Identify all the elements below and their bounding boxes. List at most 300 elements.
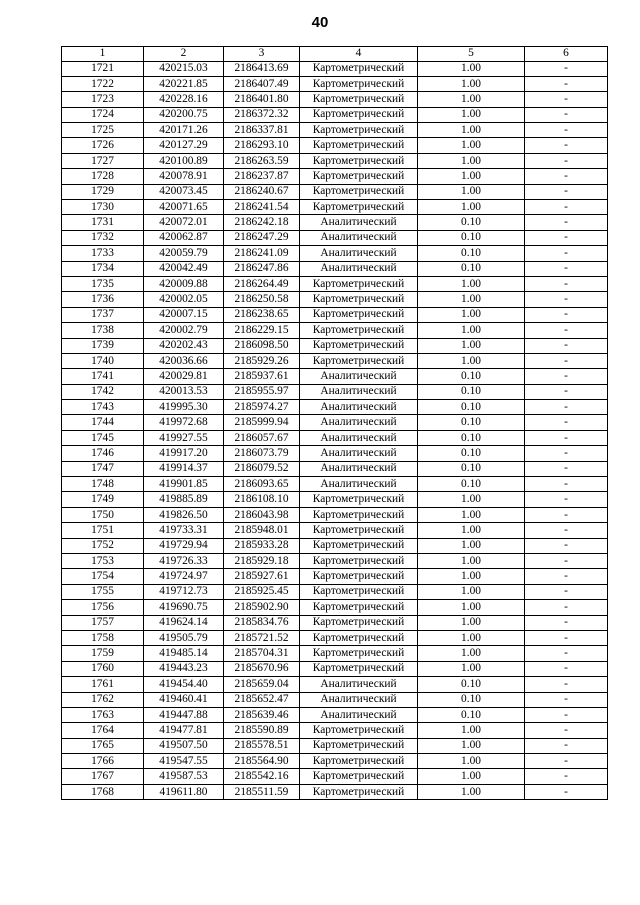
table-cell: 420200.75 bbox=[144, 107, 224, 122]
table-cell: 1723 bbox=[62, 92, 144, 107]
table-cell: 2186238.65 bbox=[224, 307, 300, 322]
table-cell: 1.00 bbox=[418, 338, 525, 353]
table-cell: 420042.49 bbox=[144, 261, 224, 276]
table-row bbox=[62, 123, 608, 138]
table-cell: Картометрический bbox=[300, 723, 418, 738]
table-cell: 420013.53 bbox=[144, 384, 224, 399]
table-cell: - bbox=[525, 292, 608, 307]
table-cell: - bbox=[525, 630, 608, 645]
table-cell: 1763 bbox=[62, 707, 144, 722]
table-cell: 1766 bbox=[62, 754, 144, 769]
table-cell: - bbox=[525, 138, 608, 153]
table-row bbox=[62, 784, 608, 799]
table-row bbox=[62, 61, 608, 76]
table-cell: - bbox=[525, 600, 608, 615]
table-header-row bbox=[62, 47, 608, 62]
table-cell: - bbox=[525, 92, 608, 107]
table-cell: - bbox=[525, 353, 608, 368]
table-cell: Картометрический bbox=[300, 61, 418, 76]
table-row bbox=[62, 261, 608, 276]
table-cell: Картометрический bbox=[300, 538, 418, 553]
table-row bbox=[62, 461, 608, 476]
table-cell: 420073.45 bbox=[144, 184, 224, 199]
table-cell: Картометрический bbox=[300, 353, 418, 368]
table-cell: - bbox=[525, 215, 608, 230]
table-row bbox=[62, 76, 608, 91]
table-cell: 420127.29 bbox=[144, 138, 224, 153]
table-cell: 1757 bbox=[62, 615, 144, 630]
table-cell: 420215.03 bbox=[144, 61, 224, 76]
table-cell: 2185937.61 bbox=[224, 369, 300, 384]
table-cell: 2186263.59 bbox=[224, 153, 300, 168]
table-cell: - bbox=[525, 769, 608, 784]
table-cell: Картометрический bbox=[300, 523, 418, 538]
table-row bbox=[62, 723, 608, 738]
table-cell: 420071.65 bbox=[144, 200, 224, 215]
table-row bbox=[62, 707, 608, 722]
table-cell: 1.00 bbox=[418, 784, 525, 799]
table-row bbox=[62, 384, 608, 399]
table-cell: 1755 bbox=[62, 584, 144, 599]
table-row bbox=[62, 353, 608, 368]
table-cell: 420036.66 bbox=[144, 353, 224, 368]
table-cell: Картометрический bbox=[300, 123, 418, 138]
table-row bbox=[62, 492, 608, 507]
table-cell: - bbox=[525, 707, 608, 722]
table-cell: 0.10 bbox=[418, 430, 525, 445]
table-row bbox=[62, 569, 608, 584]
table-cell: - bbox=[525, 754, 608, 769]
table-cell: 2185659.04 bbox=[224, 677, 300, 692]
column-header: 3 bbox=[224, 47, 300, 62]
table-cell: - bbox=[525, 76, 608, 91]
table-cell: - bbox=[525, 692, 608, 707]
column-header: 1 bbox=[62, 47, 144, 62]
table-cell: - bbox=[525, 323, 608, 338]
table-cell: 420029.81 bbox=[144, 369, 224, 384]
table-cell: 2185929.18 bbox=[224, 554, 300, 569]
table-cell: Картометрический bbox=[300, 107, 418, 122]
table-cell: - bbox=[525, 107, 608, 122]
table-cell: 2186264.49 bbox=[224, 276, 300, 291]
table-cell: 1.00 bbox=[418, 353, 525, 368]
table-cell: 1.00 bbox=[418, 92, 525, 107]
table-cell: 1767 bbox=[62, 769, 144, 784]
table-cell: 0.10 bbox=[418, 707, 525, 722]
table-cell: 420009.88 bbox=[144, 276, 224, 291]
table-cell: 419712.73 bbox=[144, 584, 224, 599]
table-cell: 2186413.69 bbox=[224, 61, 300, 76]
table-cell: - bbox=[525, 261, 608, 276]
table-cell: 1746 bbox=[62, 446, 144, 461]
table-cell: 1732 bbox=[62, 230, 144, 245]
table-cell: 0.10 bbox=[418, 400, 525, 415]
table-cell: 1751 bbox=[62, 523, 144, 538]
table-row bbox=[62, 246, 608, 261]
table-cell: 1754 bbox=[62, 569, 144, 584]
table-cell: 1753 bbox=[62, 554, 144, 569]
table-row bbox=[62, 615, 608, 630]
table-cell: Картометрический bbox=[300, 307, 418, 322]
table-cell: 0.10 bbox=[418, 261, 525, 276]
table-cell: 419507.50 bbox=[144, 738, 224, 753]
table-cell: - bbox=[525, 307, 608, 322]
table-cell: 2185974.27 bbox=[224, 400, 300, 415]
table-cell: Аналитический bbox=[300, 215, 418, 230]
table-cell: 420171.26 bbox=[144, 123, 224, 138]
table-cell: Картометрический bbox=[300, 584, 418, 599]
table-cell: 1762 bbox=[62, 692, 144, 707]
table-row bbox=[62, 200, 608, 215]
table-row bbox=[62, 400, 608, 415]
table-cell: 1.00 bbox=[418, 754, 525, 769]
table-row bbox=[62, 323, 608, 338]
table-cell: - bbox=[525, 723, 608, 738]
table-cell: - bbox=[525, 615, 608, 630]
table-row bbox=[62, 276, 608, 291]
table-cell: 1.00 bbox=[418, 123, 525, 138]
table-row bbox=[62, 292, 608, 307]
table-cell: - bbox=[525, 554, 608, 569]
table-cell: 0.10 bbox=[418, 692, 525, 707]
table-cell: 1.00 bbox=[418, 738, 525, 753]
table-cell: 1735 bbox=[62, 276, 144, 291]
table-cell: 1738 bbox=[62, 323, 144, 338]
table-cell: 0.10 bbox=[418, 415, 525, 430]
table-cell: 1752 bbox=[62, 538, 144, 553]
table-cell: 2186057.67 bbox=[224, 430, 300, 445]
table-cell: 1.00 bbox=[418, 76, 525, 91]
table-cell: 2186293.10 bbox=[224, 138, 300, 153]
table-cell: 2185948.01 bbox=[224, 523, 300, 538]
table-cell: 2186240.67 bbox=[224, 184, 300, 199]
table-cell: - bbox=[525, 507, 608, 522]
table-cell: 1.00 bbox=[418, 492, 525, 507]
table-cell: 1747 bbox=[62, 461, 144, 476]
table-cell: 1764 bbox=[62, 723, 144, 738]
table-cell: 1725 bbox=[62, 123, 144, 138]
table-cell: 1728 bbox=[62, 169, 144, 184]
table-cell: 0.10 bbox=[418, 461, 525, 476]
table-cell: 1740 bbox=[62, 353, 144, 368]
table-cell: - bbox=[525, 523, 608, 538]
table-cell: 419611.80 bbox=[144, 784, 224, 799]
column-header: 4 bbox=[300, 47, 418, 62]
table-row bbox=[62, 169, 608, 184]
table-cell: 2185542.16 bbox=[224, 769, 300, 784]
table-row bbox=[62, 523, 608, 538]
table-cell: 1758 bbox=[62, 630, 144, 645]
table-cell: Аналитический bbox=[300, 446, 418, 461]
table-cell: 1760 bbox=[62, 661, 144, 676]
table-cell: - bbox=[525, 415, 608, 430]
table-cell: 0.10 bbox=[418, 384, 525, 399]
table-cell: 2185564.90 bbox=[224, 754, 300, 769]
table-cell: Картометрический bbox=[300, 646, 418, 661]
table-cell: Картометрический bbox=[300, 138, 418, 153]
table-cell: 2186242.18 bbox=[224, 215, 300, 230]
table-cell: Аналитический bbox=[300, 477, 418, 492]
table-cell: 1756 bbox=[62, 600, 144, 615]
table-row bbox=[62, 338, 608, 353]
table-cell: 1737 bbox=[62, 307, 144, 322]
table-cell: Аналитический bbox=[300, 677, 418, 692]
table-cell: 419901.85 bbox=[144, 477, 224, 492]
table-row bbox=[62, 430, 608, 445]
table-row bbox=[62, 538, 608, 553]
table-cell: 1750 bbox=[62, 507, 144, 522]
table-cell: 1.00 bbox=[418, 584, 525, 599]
table-cell: - bbox=[525, 430, 608, 445]
table-cell: Аналитический bbox=[300, 461, 418, 476]
table-cell: Аналитический bbox=[300, 692, 418, 707]
table-row bbox=[62, 92, 608, 107]
table-cell: - bbox=[525, 477, 608, 492]
table-cell: 419690.75 bbox=[144, 600, 224, 615]
table-cell: 419454.40 bbox=[144, 677, 224, 692]
table-cell: - bbox=[525, 61, 608, 76]
table-cell: 420072.01 bbox=[144, 215, 224, 230]
table-cell: 1729 bbox=[62, 184, 144, 199]
table-cell: 1733 bbox=[62, 246, 144, 261]
table-cell: - bbox=[525, 153, 608, 168]
table-row bbox=[62, 646, 608, 661]
table-row bbox=[62, 769, 608, 784]
table-cell: 1759 bbox=[62, 646, 144, 661]
table-cell: 2185578.51 bbox=[224, 738, 300, 753]
table-cell: Картометрический bbox=[300, 507, 418, 522]
table-cell: - bbox=[525, 123, 608, 138]
table-cell: 2186247.86 bbox=[224, 261, 300, 276]
table-cell: 2185999.94 bbox=[224, 415, 300, 430]
table-cell: Аналитический bbox=[300, 261, 418, 276]
table-cell: 1.00 bbox=[418, 523, 525, 538]
table-cell: 2185902.90 bbox=[224, 600, 300, 615]
table-cell: 2185670.96 bbox=[224, 661, 300, 676]
table-cell: - bbox=[525, 784, 608, 799]
table-cell: 419505.79 bbox=[144, 630, 224, 645]
table-cell: 1726 bbox=[62, 138, 144, 153]
table-cell: 1.00 bbox=[418, 507, 525, 522]
table-row bbox=[62, 661, 608, 676]
table-cell: - bbox=[525, 569, 608, 584]
table-cell: 1724 bbox=[62, 107, 144, 122]
table-cell: Картометрический bbox=[300, 630, 418, 645]
table-cell: - bbox=[525, 184, 608, 199]
table-cell: 420202.43 bbox=[144, 338, 224, 353]
table-cell: 0.10 bbox=[418, 477, 525, 492]
table-cell: Картометрический bbox=[300, 554, 418, 569]
table-cell: 2186237.87 bbox=[224, 169, 300, 184]
table-cell: 1736 bbox=[62, 292, 144, 307]
table-cell: 419624.14 bbox=[144, 615, 224, 630]
table-cell: - bbox=[525, 338, 608, 353]
table-row bbox=[62, 107, 608, 122]
table-cell: 2185721.52 bbox=[224, 630, 300, 645]
table-cell: Аналитический bbox=[300, 430, 418, 445]
table-cell: 2186079.52 bbox=[224, 461, 300, 476]
table-cell: 419485.14 bbox=[144, 646, 224, 661]
table-cell: 419547.55 bbox=[144, 754, 224, 769]
table-row bbox=[62, 215, 608, 230]
table-cell: - bbox=[525, 461, 608, 476]
table-cell: 1.00 bbox=[418, 307, 525, 322]
table-cell: 2185652.47 bbox=[224, 692, 300, 707]
table-cell: 2185933.28 bbox=[224, 538, 300, 553]
table-cell: - bbox=[525, 661, 608, 676]
table-cell: 1.00 bbox=[418, 554, 525, 569]
table-row bbox=[62, 600, 608, 615]
table-cell: 2185929.26 bbox=[224, 353, 300, 368]
table-cell: 0.10 bbox=[418, 369, 525, 384]
table-cell: 1.00 bbox=[418, 169, 525, 184]
coordinates-table bbox=[61, 46, 608, 800]
table-cell: 1721 bbox=[62, 61, 144, 76]
table-cell: 1730 bbox=[62, 200, 144, 215]
table-cell: Картометрический bbox=[300, 92, 418, 107]
table-cell: 0.10 bbox=[418, 446, 525, 461]
table-cell: 1.00 bbox=[418, 138, 525, 153]
table-cell: 2185639.46 bbox=[224, 707, 300, 722]
table-cell: 1727 bbox=[62, 153, 144, 168]
table-cell: 2185955.97 bbox=[224, 384, 300, 399]
table-row bbox=[62, 692, 608, 707]
table-cell: Картометрический bbox=[300, 276, 418, 291]
table-row bbox=[62, 369, 608, 384]
table-cell: 2185511.59 bbox=[224, 784, 300, 799]
table-cell: 419917.20 bbox=[144, 446, 224, 461]
page-number: 40 bbox=[311, 14, 329, 31]
table-cell: 1742 bbox=[62, 384, 144, 399]
table-cell: - bbox=[525, 492, 608, 507]
table-cell: 420100.89 bbox=[144, 153, 224, 168]
table-cell: Аналитический bbox=[300, 230, 418, 245]
table-cell: - bbox=[525, 738, 608, 753]
table-cell: 2186043.98 bbox=[224, 507, 300, 522]
table-cell: Картометрический bbox=[300, 615, 418, 630]
table-cell: 2185834.76 bbox=[224, 615, 300, 630]
table-row bbox=[62, 415, 608, 430]
table-cell: - bbox=[525, 369, 608, 384]
table-cell: - bbox=[525, 538, 608, 553]
table-cell: 420221.85 bbox=[144, 76, 224, 91]
table-cell: Аналитический bbox=[300, 400, 418, 415]
table-cell: Картометрический bbox=[300, 769, 418, 784]
table-cell: Картометрический bbox=[300, 200, 418, 215]
table-cell: 1761 bbox=[62, 677, 144, 692]
table-row bbox=[62, 507, 608, 522]
table-cell: 2185704.31 bbox=[224, 646, 300, 661]
table-cell: 419885.89 bbox=[144, 492, 224, 507]
table-cell: Картометрический bbox=[300, 738, 418, 753]
table-cell: 2186247.29 bbox=[224, 230, 300, 245]
table-cell: 419587.53 bbox=[144, 769, 224, 784]
table-cell: Аналитический bbox=[300, 384, 418, 399]
table-cell: Картометрический bbox=[300, 338, 418, 353]
table-cell: 420228.16 bbox=[144, 92, 224, 107]
table-cell: 2186229.15 bbox=[224, 323, 300, 338]
table-cell: 2185590.89 bbox=[224, 723, 300, 738]
table-cell: - bbox=[525, 677, 608, 692]
table-row bbox=[62, 477, 608, 492]
table-row bbox=[62, 554, 608, 569]
table-body bbox=[62, 61, 608, 800]
table-cell: Аналитический bbox=[300, 415, 418, 430]
table-cell: 1744 bbox=[62, 415, 144, 430]
table-cell: 419443.23 bbox=[144, 661, 224, 676]
table-cell: 1.00 bbox=[418, 61, 525, 76]
table-cell: 2185925.45 bbox=[224, 584, 300, 599]
table-cell: 1745 bbox=[62, 430, 144, 445]
table-cell: 419724.97 bbox=[144, 569, 224, 584]
table-cell: Картометрический bbox=[300, 754, 418, 769]
table-cell: 420062.87 bbox=[144, 230, 224, 245]
table-cell: 2186073.79 bbox=[224, 446, 300, 461]
table-cell: 1.00 bbox=[418, 646, 525, 661]
table-cell: 2186108.10 bbox=[224, 492, 300, 507]
table-cell: - bbox=[525, 230, 608, 245]
table-cell: 1765 bbox=[62, 738, 144, 753]
table-cell: 419972.68 bbox=[144, 415, 224, 430]
table-cell: 1743 bbox=[62, 400, 144, 415]
table-cell: Картометрический bbox=[300, 292, 418, 307]
table-cell: 2186407.49 bbox=[224, 76, 300, 91]
table-cell: - bbox=[525, 446, 608, 461]
table-cell: 0.10 bbox=[418, 677, 525, 692]
table-cell: 1.00 bbox=[418, 200, 525, 215]
table-cell: 419729.94 bbox=[144, 538, 224, 553]
table-cell: - bbox=[525, 246, 608, 261]
table-cell: 1.00 bbox=[418, 292, 525, 307]
table-cell: 1.00 bbox=[418, 323, 525, 338]
table-cell: 2186241.09 bbox=[224, 246, 300, 261]
table-cell: 419995.30 bbox=[144, 400, 224, 415]
table-cell: 0.10 bbox=[418, 246, 525, 261]
table-cell: 0.10 bbox=[418, 215, 525, 230]
table-row bbox=[62, 307, 608, 322]
table-cell: 420078.91 bbox=[144, 169, 224, 184]
table-cell: Картометрический bbox=[300, 76, 418, 91]
table-row bbox=[62, 230, 608, 245]
table-cell: Картометрический bbox=[300, 184, 418, 199]
table-cell: 419477.81 bbox=[144, 723, 224, 738]
table-cell: - bbox=[525, 276, 608, 291]
table-cell: Аналитический bbox=[300, 707, 418, 722]
table-cell: 2186372.32 bbox=[224, 107, 300, 122]
table-row bbox=[62, 184, 608, 199]
table-cell: Картометрический bbox=[300, 323, 418, 338]
table-cell: 1731 bbox=[62, 215, 144, 230]
table-cell: - bbox=[525, 584, 608, 599]
table-cell: 1768 bbox=[62, 784, 144, 799]
table-cell: 1.00 bbox=[418, 615, 525, 630]
table-cell: - bbox=[525, 200, 608, 215]
table-cell: 1.00 bbox=[418, 153, 525, 168]
table-cell: 1.00 bbox=[418, 661, 525, 676]
table-row bbox=[62, 738, 608, 753]
table-cell: 1749 bbox=[62, 492, 144, 507]
table-cell: 419914.37 bbox=[144, 461, 224, 476]
table-cell: 2186401.80 bbox=[224, 92, 300, 107]
table-cell: 419733.31 bbox=[144, 523, 224, 538]
table-cell: 1.00 bbox=[418, 184, 525, 199]
table-cell: 420002.05 bbox=[144, 292, 224, 307]
table-cell: Картометрический bbox=[300, 784, 418, 799]
table-cell: 2186241.54 bbox=[224, 200, 300, 215]
column-header: 5 bbox=[418, 47, 525, 62]
table-cell: Картометрический bbox=[300, 492, 418, 507]
table-row bbox=[62, 754, 608, 769]
